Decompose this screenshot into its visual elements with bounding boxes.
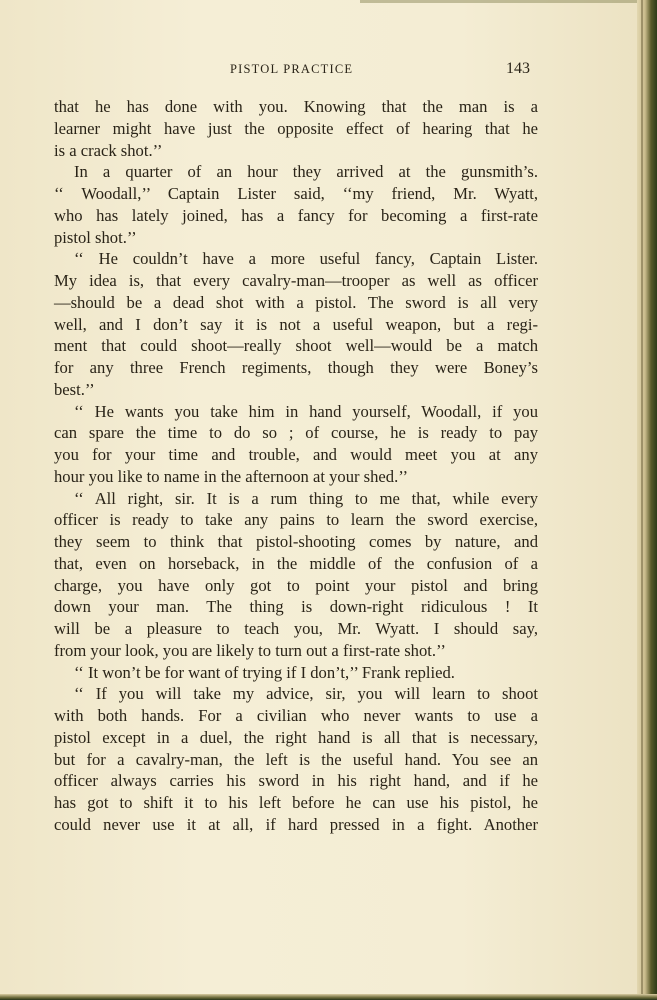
text-line: down your man. The thing is down-right ridiculous ! It xyxy=(54,597,538,617)
text-line: In a quarter of an hour they arrived at the gunsmith’s. xyxy=(74,162,538,182)
page-top-edge xyxy=(360,0,657,3)
text-line: will be a pleasure to teach you, Mr. Wyatt. I should say, xyxy=(54,619,538,638)
text-line: who has lately joined, has a fancy for becoming a first-rate xyxy=(54,205,538,225)
text-line: My idea is, that every cavalry-man—trooper as well as officer xyxy=(54,271,538,290)
text-line: ‘‘ Woodall,’’ Captain Lister said, ‘‘my friend, Mr. Wyatt, xyxy=(54,184,538,203)
text-line: has got to shift it to his left before he can use his pistol, he xyxy=(54,793,538,812)
text-line: with both hands. For a civilian who never wants to use a xyxy=(54,706,538,725)
text-line: that, even on horseback, in the middle of the confusion of a xyxy=(54,553,538,573)
text-line: could never use it at all, if hard pressed in a fight. Another xyxy=(54,814,538,834)
text-line: can spare the time to do so ; of course, he is ready to pay xyxy=(54,423,538,443)
page-number: 143 xyxy=(506,60,530,77)
running-head: PISTOL PRACTICE xyxy=(230,62,354,76)
text-line: is a crack shot.’’ xyxy=(54,140,163,160)
text-line: charge, you have only got to point your pistol and bring xyxy=(54,575,538,595)
text-line: learner might have just the opposite effect of hearing that he xyxy=(54,118,538,138)
text-line: ‘‘ All right, sir. It is a rum thing to me that, while every xyxy=(74,488,538,508)
text-line: but for a cavalry-man, the left is the useful hand. You see an xyxy=(54,749,538,769)
text-line: you for your time and trouble, and would meet you at any xyxy=(54,445,538,464)
text-line: officer always carries his sword in his right hand, and if he xyxy=(54,771,538,791)
text-line: ment that could shoot—really shoot well—would be a match xyxy=(54,336,538,356)
text-line: ‘‘ If you will take my advice, sir, you will learn to shoot xyxy=(74,684,538,704)
text-line: for any three French regiments, though they were Boney’s xyxy=(54,358,538,377)
text-line: officer is ready to take any pains to learn the sword exercise, xyxy=(54,510,538,530)
text-line: hour you like to name in the afternoon at your shed.’’ xyxy=(54,466,409,486)
text-line: pistol shot.’’ xyxy=(54,227,137,247)
text-line: from your look, you are likely to turn out a first-rate shot.’’ xyxy=(54,640,446,660)
text-line: ‘‘ It won’t be for want of trying if I don’t,’’ Frank replied. xyxy=(74,662,455,682)
text-line: that he has done with you. Knowing that the man is a xyxy=(54,97,538,116)
text-line: well, and I don’t say it is not a useful weapon, but a regi- xyxy=(54,314,538,334)
text-line: ‘‘ He couldn’t have a more useful fancy, Captain Lister. xyxy=(74,249,538,269)
text-line: ‘‘ He wants you take him in hand yourself, Woodall, if you xyxy=(74,401,538,421)
text-line: pistol except in a duel, the right hand is all that is necessary, xyxy=(54,727,538,747)
book-spine-edge xyxy=(637,0,657,1000)
text-line: best.’’ xyxy=(54,379,95,399)
body-text xyxy=(54,96,538,836)
text-line: —should be a dead shot with a pistol. The sword is all very xyxy=(54,292,538,312)
text-line: they seem to think that pistol-shooting comes by nature, and xyxy=(54,532,538,551)
page-bottom-edge xyxy=(0,994,657,1000)
